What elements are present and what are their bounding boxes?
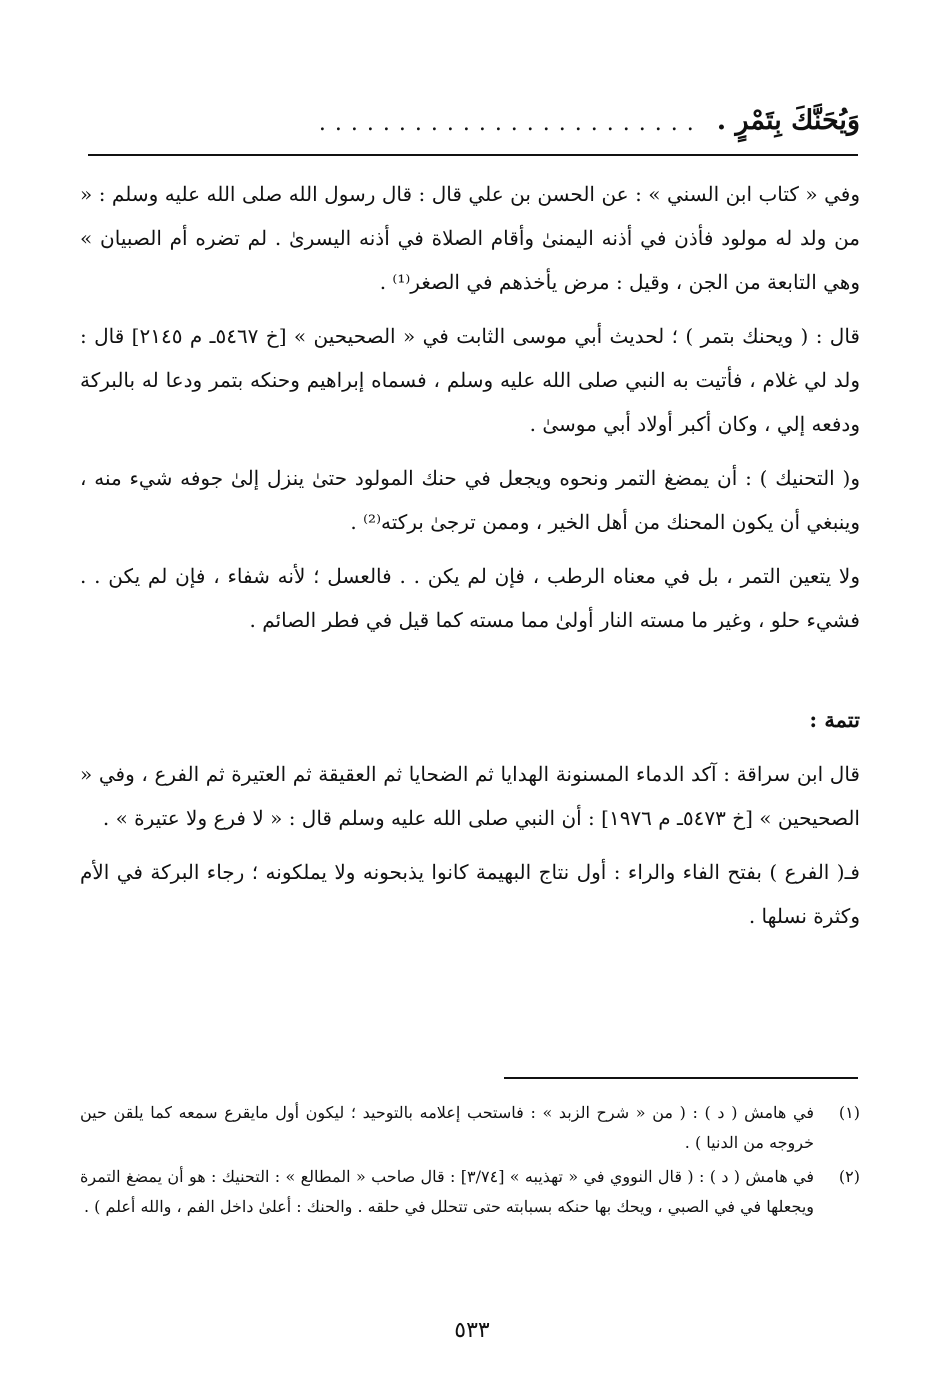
header-rule (88, 154, 858, 156)
main-text (80, 172, 860, 938)
running-header (80, 88, 860, 136)
paragraph-dates-alternatives: ولا يتعين التمر ، بل في معناه الرطب ، فإن لم يكن . . فالعسل ؛ لأنه شفاء ، فإن لم يكن . . فشيء حلو ، وغير ما مسته النار أولىٰ مما مسته كما قيل في فطر الصائم . (80, 564, 860, 632)
header-leader-dots: ........................ (318, 111, 703, 136)
footnote-number: (١) (838, 1103, 860, 1122)
paragraph-fara-definition: فـ( الفرع ) بفتح الفاء والراء : أول نتاج البهيمة كانوا يذبحونه ولا يملكونه ؛ رجاء البركة في الأم وكثرة نسلها . (80, 860, 860, 928)
paragraph-tahnik-hadith: قال : ( ويحنك بتمر ) ؛ لحديث أبي موسى الثابت في « الصحيحين » [خ ٥٤٦٧ـ م ٢١٤٥] قال : ولد لي غلام ، فأتيت به النبي صلى الله عليه وسلم ، فسماه إبراهيم وحنكه بتمر ودعا له بالبركة ودفعه إلي ، وكان أكبر أولاد أبي موسىٰ . (80, 324, 860, 436)
footnote-text: في هامش ( د ) : ( من « شرح الزبد » : فاستحب إعلامه بالتوحيد ؛ ليكون أول مايقرع سمعه كما يلقن حين خروجه من الدنيا ) . (80, 1103, 814, 1152)
page-number: ٥٣٣ (454, 1318, 490, 1343)
paragraph-ibn-sunni: وفي « كتاب ابن السني » : عن الحسن بن علي قال : قال رسول الله صلى الله عليه وسلم : « من ولد له مولود فأذن في أذنه اليمنىٰ وأقام الصلاة في أذنه اليسرىٰ . لم تضره أم الصبيان » وهي التابعة من الجن ، وقيل : مرض يأخذهم في الصغر⁽¹⁾ . (80, 182, 861, 294)
paragraph-tahnik-definition: و( التحنيك ) : أن يمضغ التمر ونحوه ويجعل في حنك المولود حتىٰ ينزل إلىٰ جوفه شيء منه ، وينبغي أن يكون المحنك من أهل الخير ، وممن ترجىٰ بركته⁽²⁾ . (80, 466, 860, 534)
paragraph-ibn-suraqa: قال ابن سراقة : آكد الدماء المسنونة الهدايا ثم الضحايا ثم العقيقة ثم العتيرة ثم الفرع ، وفي « الصحيحين » [خ ٥٤٧٣ـ م ١٩٧٦] : أن النبي صلى الله عليه وسلم قال : « لا فرع ولا عتيرة » . (80, 762, 860, 830)
footnote-rule (504, 1077, 858, 1079)
footnotes (80, 1098, 860, 1226)
section-heading: تتمة : (809, 707, 860, 732)
footnote-2 (80, 1162, 860, 1222)
footnote-1 (80, 1098, 860, 1158)
footnote-text: في هامش ( د ) : ( قال النووي في « تهذيبه » [٣/٧٤] : قال صاحب « المطالع » : التحنيك : هو أن يمضغ التمرة ويجعلها في في الصبي ، ويحك بها حنكه بسبابته حتى تتحلل في حلقه . والحنك : أعلىٰ داخل الفم ، والله أعلم ) . (80, 1167, 815, 1216)
header-title: وَيُحَنَّكَ بِتَمْرٍ . (716, 105, 860, 136)
footnote-number: (٢) (838, 1167, 860, 1186)
